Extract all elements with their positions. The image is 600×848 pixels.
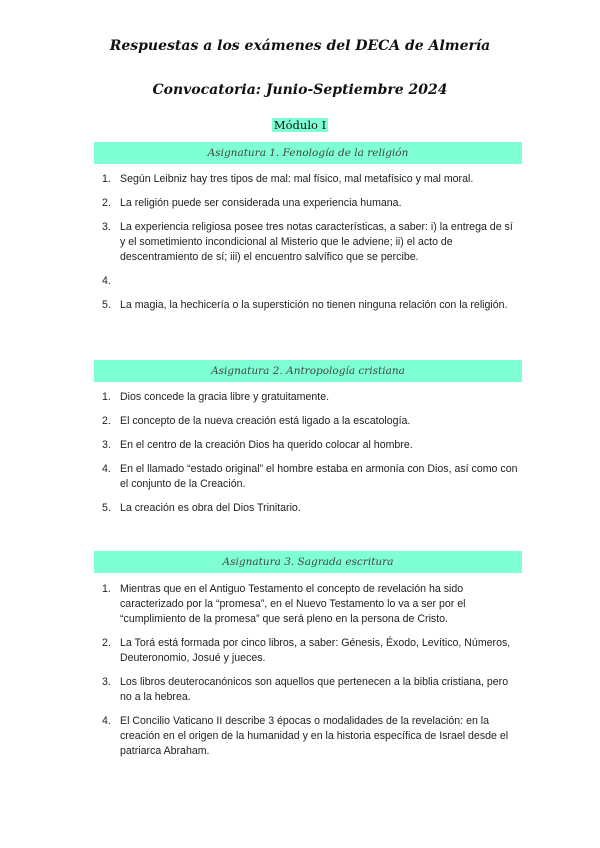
item-text: El Concilio Vaticano II describe 3 épocas o modalidades de la revelación: en la creación en el origen de la humanidad y en la historia específica de Israel desde el patriarca Abraham.: [120, 715, 509, 757]
list-item: [98, 298, 518, 313]
section-list-1: [98, 172, 518, 322]
item-text: La creación es obra del Dios Trinitario.: [120, 502, 301, 514]
module-label: [0, 118, 600, 132]
list-item: [98, 220, 518, 265]
list-item: [98, 414, 518, 429]
item-text: Dios concede la gracia libre y gratuitamente.: [120, 391, 330, 403]
module-label-text: Módulo I: [273, 118, 327, 132]
item-number: 1.: [102, 583, 111, 595]
item-text: Los libros deuterocanónicos son aquellos que pertenecen a la biblia cristiana, pero no a la hebrea.: [120, 676, 509, 703]
list-item: [98, 714, 518, 759]
list-item: [98, 462, 518, 492]
list-item: [98, 274, 518, 289]
item-text: Mientras que en el Antiguo Testamento el concepto de revelación ha sido caracterizado por la “promesa”, en el Nuevo Testamento lo va a ser por el “cumplimiento de la promesa” que será pleno en la persona de Cristo.: [120, 583, 466, 625]
item-text: La magia, la hechicería o la superstición no tienen ninguna relación con la religión.: [120, 299, 508, 311]
item-number: 4.: [102, 715, 111, 727]
section-list-3: [98, 582, 518, 768]
document-title: Respuestas a los exámenes del DECA de Almería: [109, 38, 491, 54]
item-number: 3.: [102, 221, 111, 233]
item-number: 2.: [102, 415, 111, 427]
item-number: 4.: [102, 463, 111, 475]
list-item: [98, 582, 518, 627]
section-heading-1: Asignatura 1. Fenología de la religión: [94, 142, 522, 164]
item-number: 5.: [102, 299, 111, 311]
section-list-2: [98, 390, 518, 525]
list-item: [98, 196, 518, 211]
item-text: En el llamado “estado original” el hombre estaba en armonía con Dios, así como con el conjunto de la Creación.: [120, 463, 518, 490]
session-title: Convocatoria: Junio-Septiembre 2024: [152, 82, 448, 98]
item-text: El concepto de la nueva creación está ligado a la escatología.: [120, 415, 411, 427]
list-item: [98, 675, 518, 705]
item-text: En el centro de la creación Dios ha querido colocar al hombre.: [120, 439, 413, 451]
item-text: La religión puede ser considerada una experiencia humana.: [120, 197, 402, 209]
item-number: 1.: [102, 173, 111, 185]
item-number: 5.: [102, 502, 111, 514]
section-heading-2: Asignatura 2. Antropología cristiana: [94, 360, 522, 382]
item-number: 4.: [102, 275, 111, 287]
item-text: [120, 274, 518, 289]
item-text: La experiencia religiosa posee tres notas características, a saber: i) la entrega de sí y el sometimiento incondicional al Misterio que le adviene; ii) el acto de descentramiento de sí; iii) el encuentro salvífico que se percibe.: [120, 221, 513, 263]
item-number: 2.: [102, 637, 111, 649]
item-number: 3.: [102, 676, 111, 688]
item-text: La Torá está formada por cinco libros, a saber: Génesis, Éxodo, Levítico, Números, Deuteronomio, Josué y jueces.: [120, 637, 511, 664]
list-item: [98, 438, 518, 453]
list-item: [98, 390, 518, 405]
list-item: [98, 636, 518, 666]
item-text: Según Leibniz hay tres tipos de mal: mal físico, mal metafísico y mal moral.: [120, 173, 474, 185]
item-number: 2.: [102, 197, 111, 209]
list-item: [98, 501, 518, 516]
item-number: 3.: [102, 439, 111, 451]
list-item: [98, 172, 518, 187]
item-number: 1.: [102, 391, 111, 403]
section-heading-3: Asignatura 3. Sagrada escritura: [94, 551, 522, 573]
